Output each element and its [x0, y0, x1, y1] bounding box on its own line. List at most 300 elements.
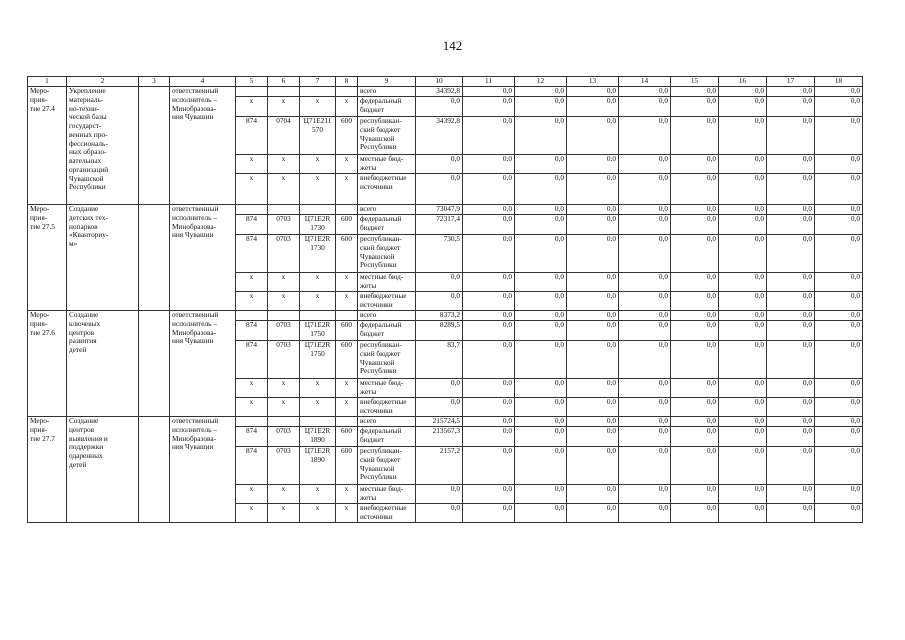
- event-name: Укрепление материаль- но-техни- ческой базы государст- венных про- фессиональ- ных образо- вательных организаций Чувашской Республики: [67, 87, 139, 205]
- year-amount-cell: 0,0: [815, 398, 863, 417]
- grbs-cell: x: [236, 97, 268, 117]
- year-amount-cell: 0,0: [767, 235, 815, 273]
- grbs-cell: [236, 417, 268, 427]
- year-amount-cell: 0,0: [567, 504, 619, 523]
- amount-cell: 34392,8: [416, 87, 463, 97]
- year-amount-cell: 0,0: [515, 235, 567, 273]
- target-article-cell: x: [300, 504, 336, 523]
- section-cell: 0703: [268, 235, 300, 273]
- year-amount-cell: 0,0: [767, 215, 815, 235]
- year-amount-cell: 0,0: [671, 321, 719, 341]
- year-amount-cell: 0,0: [671, 379, 719, 398]
- year-amount-cell: 0,0: [515, 485, 567, 504]
- year-amount-cell: 0,0: [767, 292, 815, 311]
- column-number: 14: [619, 77, 671, 87]
- expense-type-cell: x: [336, 504, 358, 523]
- event-code: Меро- прия- тие 27.4: [28, 87, 67, 205]
- year-amount-cell: 0,0: [719, 174, 767, 205]
- column-number: 16: [719, 77, 767, 87]
- budget-table: [27, 76, 863, 523]
- target-article-cell: x: [300, 379, 336, 398]
- event-name: Создание ключевых центров развития детей: [67, 311, 139, 417]
- year-amount-cell: 0,0: [463, 321, 515, 341]
- funding-source-cell: всего: [358, 87, 416, 97]
- year-amount-cell: 0,0: [767, 447, 815, 485]
- year-amount-cell: 0,0: [619, 273, 671, 292]
- expense-type-cell: 600: [336, 215, 358, 235]
- year-amount-cell: 0,0: [719, 379, 767, 398]
- grbs-cell: 874: [236, 321, 268, 341]
- year-amount-cell: 0,0: [671, 155, 719, 174]
- year-amount-cell: 0,0: [567, 417, 619, 427]
- grbs-cell: x: [236, 174, 268, 205]
- amount-cell: 34392,8: [416, 117, 463, 155]
- year-amount-cell: 0,0: [671, 427, 719, 447]
- event-name: Создание детских тех- нопарков «Кванториу- м»: [67, 205, 139, 311]
- funding-source-cell: федеральный бюджет: [358, 97, 416, 117]
- target-article-cell: Ц71Е2R 1750: [300, 321, 336, 341]
- amount-cell: 8373,2: [416, 311, 463, 321]
- year-amount-cell: 0,0: [815, 235, 863, 273]
- year-amount-cell: 0,0: [815, 117, 863, 155]
- section-cell: 0703: [268, 341, 300, 379]
- section-cell: x: [268, 398, 300, 417]
- year-amount-cell: 0,0: [719, 205, 767, 215]
- expense-type-cell: [336, 87, 358, 97]
- year-amount-cell: 0,0: [671, 117, 719, 155]
- expense-type-cell: 600: [336, 341, 358, 379]
- target-article-cell: [300, 205, 336, 215]
- amount-cell: 0,0: [416, 379, 463, 398]
- column-number: 18: [815, 77, 863, 87]
- column-number: 7: [300, 77, 336, 87]
- grbs-cell: 874: [236, 215, 268, 235]
- year-amount-cell: 0,0: [567, 215, 619, 235]
- funding-source-cell: всего: [358, 311, 416, 321]
- grbs-cell: [236, 87, 268, 97]
- year-amount-cell: 0,0: [719, 398, 767, 417]
- grbs-cell: 874: [236, 427, 268, 447]
- column-number: 3: [139, 77, 170, 87]
- amount-cell: 213567,3: [416, 427, 463, 447]
- section-cell: 0703: [268, 447, 300, 485]
- amount-cell: 2157,2: [416, 447, 463, 485]
- year-amount-cell: 0,0: [671, 292, 719, 311]
- target-article-cell: Ц71Е2R 1730: [300, 235, 336, 273]
- amount-cell: 0,0: [416, 504, 463, 523]
- year-amount-cell: 0,0: [515, 417, 567, 427]
- section-cell: x: [268, 379, 300, 398]
- year-amount-cell: 0,0: [719, 341, 767, 379]
- year-amount-cell: 0,0: [619, 155, 671, 174]
- year-amount-cell: 0,0: [463, 379, 515, 398]
- grbs-cell: 874: [236, 341, 268, 379]
- funding-source-cell: федеральный бюджет: [358, 321, 416, 341]
- year-amount-cell: 0,0: [671, 447, 719, 485]
- year-amount-cell: 0,0: [515, 427, 567, 447]
- column-number: 9: [358, 77, 416, 87]
- year-amount-cell: 0,0: [515, 379, 567, 398]
- year-amount-cell: 0,0: [671, 215, 719, 235]
- table-row: [28, 311, 863, 321]
- year-amount-cell: 0,0: [619, 398, 671, 417]
- year-amount-cell: 0,0: [815, 155, 863, 174]
- grbs-cell: x: [236, 485, 268, 504]
- expense-type-cell: 600: [336, 447, 358, 485]
- target-article-cell: Ц71Е2R 1890: [300, 447, 336, 485]
- expense-type-cell: x: [336, 398, 358, 417]
- year-amount-cell: 0,0: [815, 485, 863, 504]
- column-number: 10: [416, 77, 463, 87]
- year-amount-cell: 0,0: [567, 379, 619, 398]
- year-amount-cell: 0,0: [815, 174, 863, 205]
- event-executor: ответственный исполнитель – Минобразова- ния Чувашии: [170, 311, 236, 417]
- year-amount-cell: 0,0: [719, 447, 767, 485]
- amount-cell: 0,0: [416, 485, 463, 504]
- year-amount-cell: 0,0: [463, 427, 515, 447]
- target-article-cell: Ц71Е2R 1750: [300, 341, 336, 379]
- year-amount-cell: 0,0: [767, 504, 815, 523]
- expense-type-cell: x: [336, 379, 358, 398]
- year-amount-cell: 0,0: [619, 321, 671, 341]
- page-number: 142: [442, 38, 463, 53]
- amount-cell: 730,5: [416, 235, 463, 273]
- year-amount-cell: 0,0: [815, 341, 863, 379]
- year-amount-cell: 0,0: [463, 504, 515, 523]
- year-amount-cell: 0,0: [767, 379, 815, 398]
- amount-cell: 0,0: [416, 292, 463, 311]
- target-article-cell: x: [300, 97, 336, 117]
- target-article-cell: [300, 311, 336, 321]
- section-cell: [268, 417, 300, 427]
- year-amount-cell: 0,0: [515, 321, 567, 341]
- year-amount-cell: 0,0: [767, 87, 815, 97]
- funding-source-cell: местные бюд- жеты: [358, 379, 416, 398]
- year-amount-cell: 0,0: [515, 341, 567, 379]
- section-cell: x: [268, 292, 300, 311]
- funding-source-cell: всего: [358, 205, 416, 215]
- funding-source-cell: внебюджетные источники: [358, 398, 416, 417]
- year-amount-cell: 0,0: [815, 292, 863, 311]
- column-number: 2: [67, 77, 139, 87]
- target-article-cell: [300, 417, 336, 427]
- year-amount-cell: 0,0: [515, 155, 567, 174]
- funding-source-cell: всего: [358, 417, 416, 427]
- year-amount-cell: 0,0: [719, 321, 767, 341]
- year-amount-cell: 0,0: [671, 97, 719, 117]
- funding-source-cell: федеральный бюджет: [358, 427, 416, 447]
- year-amount-cell: 0,0: [671, 398, 719, 417]
- year-amount-cell: 0,0: [767, 311, 815, 321]
- year-amount-cell: 0,0: [815, 417, 863, 427]
- year-amount-cell: 0,0: [815, 97, 863, 117]
- year-amount-cell: 0,0: [515, 87, 567, 97]
- year-amount-cell: 0,0: [619, 97, 671, 117]
- year-amount-cell: 0,0: [463, 417, 515, 427]
- target-article-cell: x: [300, 174, 336, 205]
- year-amount-cell: 0,0: [619, 504, 671, 523]
- section-cell: x: [268, 273, 300, 292]
- year-amount-cell: 0,0: [815, 427, 863, 447]
- year-amount-cell: 0,0: [671, 504, 719, 523]
- column-number: 5: [236, 77, 268, 87]
- year-amount-cell: 0,0: [767, 155, 815, 174]
- year-amount-cell: 0,0: [767, 273, 815, 292]
- year-amount-cell: 0,0: [463, 235, 515, 273]
- year-amount-cell: 0,0: [515, 117, 567, 155]
- year-amount-cell: 0,0: [719, 292, 767, 311]
- year-amount-cell: 0,0: [719, 235, 767, 273]
- year-amount-cell: 0,0: [671, 273, 719, 292]
- year-amount-cell: 0,0: [567, 321, 619, 341]
- grbs-cell: [236, 205, 268, 215]
- year-amount-cell: 0,0: [671, 87, 719, 97]
- year-amount-cell: 0,0: [567, 398, 619, 417]
- year-amount-cell: 0,0: [815, 379, 863, 398]
- section-cell: 0703: [268, 427, 300, 447]
- grbs-cell: 874: [236, 235, 268, 273]
- year-amount-cell: 0,0: [767, 417, 815, 427]
- year-amount-cell: 0,0: [515, 447, 567, 485]
- event-code: Меро- прия- тие 27.6: [28, 311, 67, 417]
- grbs-cell: 874: [236, 117, 268, 155]
- year-amount-cell: 0,0: [619, 447, 671, 485]
- grbs-cell: x: [236, 379, 268, 398]
- event-name: Создание центров выявления и поддержки одаренных детей: [67, 417, 139, 523]
- year-amount-cell: 0,0: [619, 174, 671, 205]
- column-number: 8: [336, 77, 358, 87]
- expense-type-cell: 600: [336, 117, 358, 155]
- section-cell: x: [268, 485, 300, 504]
- year-amount-cell: 0,0: [671, 235, 719, 273]
- section-cell: [268, 311, 300, 321]
- year-amount-cell: 0,0: [767, 485, 815, 504]
- year-amount-cell: 0,0: [567, 341, 619, 379]
- year-amount-cell: 0,0: [567, 174, 619, 205]
- amount-cell: 83,7: [416, 341, 463, 379]
- column-number: 13: [567, 77, 619, 87]
- grbs-cell: 874: [236, 447, 268, 485]
- year-amount-cell: 0,0: [719, 97, 767, 117]
- year-amount-cell: 0,0: [515, 205, 567, 215]
- year-amount-cell: 0,0: [815, 215, 863, 235]
- year-amount-cell: 0,0: [719, 427, 767, 447]
- year-amount-cell: 0,0: [567, 97, 619, 117]
- funding-source-cell: республикан- ский бюджет Чувашской Республики: [358, 341, 416, 379]
- section-cell: x: [268, 155, 300, 174]
- funding-source-cell: республикан- ский бюджет Чувашской Республики: [358, 117, 416, 155]
- year-amount-cell: 0,0: [515, 273, 567, 292]
- year-amount-cell: 0,0: [567, 292, 619, 311]
- year-amount-cell: 0,0: [515, 398, 567, 417]
- grbs-cell: x: [236, 398, 268, 417]
- year-amount-cell: 0,0: [619, 341, 671, 379]
- section-cell: 0703: [268, 321, 300, 341]
- year-amount-cell: 0,0: [463, 174, 515, 205]
- year-amount-cell: 0,0: [619, 215, 671, 235]
- event-executor: ответственный исполнитель – Минобразова- ния Чувашии: [170, 205, 236, 311]
- funding-source-cell: местные бюд- жеты: [358, 485, 416, 504]
- funding-source-cell: местные бюд- жеты: [358, 273, 416, 292]
- expense-type-cell: 600: [336, 321, 358, 341]
- expense-type-cell: [336, 311, 358, 321]
- funding-source-cell: республикан- ский бюджет Чувашской Республики: [358, 235, 416, 273]
- year-amount-cell: 0,0: [567, 205, 619, 215]
- col3-cell: [139, 417, 170, 523]
- funding-source-cell: внебюджетные источники: [358, 174, 416, 205]
- column-number: 4: [170, 77, 236, 87]
- event-code: Меро- прия- тие 27.7: [28, 417, 67, 523]
- year-amount-cell: 0,0: [463, 447, 515, 485]
- year-amount-cell: 0,0: [463, 117, 515, 155]
- year-amount-cell: 0,0: [567, 427, 619, 447]
- year-amount-cell: 0,0: [619, 117, 671, 155]
- funding-source-cell: федеральный бюджет: [358, 215, 416, 235]
- col3-cell: [139, 311, 170, 417]
- year-amount-cell: 0,0: [767, 117, 815, 155]
- funding-source-cell: внебюджетные источники: [358, 504, 416, 523]
- year-amount-cell: 0,0: [567, 155, 619, 174]
- expense-type-cell: x: [336, 174, 358, 205]
- column-number: 11: [463, 77, 515, 87]
- year-amount-cell: 0,0: [719, 311, 767, 321]
- year-amount-cell: 0,0: [815, 504, 863, 523]
- table-row: [28, 417, 863, 427]
- year-amount-cell: 0,0: [567, 87, 619, 97]
- year-amount-cell: 0,0: [567, 311, 619, 321]
- year-amount-cell: 0,0: [463, 341, 515, 379]
- year-amount-cell: 0,0: [815, 311, 863, 321]
- funding-source-cell: местные бюд- жеты: [358, 155, 416, 174]
- year-amount-cell: 0,0: [671, 341, 719, 379]
- year-amount-cell: 0,0: [567, 447, 619, 485]
- year-amount-cell: 0,0: [767, 341, 815, 379]
- year-amount-cell: 0,0: [671, 205, 719, 215]
- section-cell: 0703: [268, 215, 300, 235]
- year-amount-cell: 0,0: [463, 97, 515, 117]
- section-cell: x: [268, 97, 300, 117]
- year-amount-cell: 0,0: [619, 417, 671, 427]
- funding-source-cell: внебюджетные источники: [358, 292, 416, 311]
- year-amount-cell: 0,0: [671, 311, 719, 321]
- expense-type-cell: [336, 205, 358, 215]
- amount-cell: 0,0: [416, 155, 463, 174]
- target-article-cell: x: [300, 292, 336, 311]
- expense-type-cell: x: [336, 292, 358, 311]
- year-amount-cell: 0,0: [719, 485, 767, 504]
- year-amount-cell: 0,0: [619, 205, 671, 215]
- column-number: 15: [671, 77, 719, 87]
- year-amount-cell: 0,0: [567, 485, 619, 504]
- col3-cell: [139, 87, 170, 205]
- target-article-cell: Ц71Е2R 1890: [300, 427, 336, 447]
- year-amount-cell: 0,0: [767, 321, 815, 341]
- col3-cell: [139, 205, 170, 311]
- target-article-cell: x: [300, 485, 336, 504]
- year-amount-cell: 0,0: [515, 504, 567, 523]
- year-amount-cell: 0,0: [619, 379, 671, 398]
- year-amount-cell: 0,0: [463, 273, 515, 292]
- year-amount-cell: 0,0: [463, 215, 515, 235]
- column-number: 6: [268, 77, 300, 87]
- section-cell: x: [268, 504, 300, 523]
- year-amount-cell: 0,0: [671, 417, 719, 427]
- year-amount-cell: 0,0: [815, 321, 863, 341]
- table-row: [28, 205, 863, 215]
- amount-cell: 0,0: [416, 97, 463, 117]
- expense-type-cell: [336, 417, 358, 427]
- amount-cell: 8289,5: [416, 321, 463, 341]
- year-amount-cell: 0,0: [463, 311, 515, 321]
- section-cell: [268, 87, 300, 97]
- year-amount-cell: 0,0: [671, 485, 719, 504]
- expense-type-cell: x: [336, 97, 358, 117]
- grbs-cell: x: [236, 292, 268, 311]
- column-number-row: [28, 77, 863, 87]
- year-amount-cell: 0,0: [815, 87, 863, 97]
- column-number: 12: [515, 77, 567, 87]
- target-article-cell: x: [300, 155, 336, 174]
- year-amount-cell: 0,0: [619, 485, 671, 504]
- year-amount-cell: 0,0: [567, 235, 619, 273]
- year-amount-cell: 0,0: [719, 504, 767, 523]
- column-number: 1: [28, 77, 67, 87]
- year-amount-cell: 0,0: [463, 205, 515, 215]
- year-amount-cell: 0,0: [463, 87, 515, 97]
- amount-cell: 215724,5: [416, 417, 463, 427]
- target-article-cell: Ц71Е2R 1730: [300, 215, 336, 235]
- target-article-cell: x: [300, 398, 336, 417]
- year-amount-cell: 0,0: [719, 215, 767, 235]
- year-amount-cell: 0,0: [815, 447, 863, 485]
- grbs-cell: [236, 311, 268, 321]
- section-cell: [268, 205, 300, 215]
- year-amount-cell: 0,0: [515, 97, 567, 117]
- amount-cell: 0,0: [416, 273, 463, 292]
- year-amount-cell: 0,0: [463, 398, 515, 417]
- year-amount-cell: 0,0: [767, 427, 815, 447]
- expense-type-cell: 600: [336, 427, 358, 447]
- event-executor: ответственный исполнитель – Минобразова- ния Чувашии: [170, 417, 236, 523]
- funding-source-cell: республикан- ский бюджет Чувашской Республики: [358, 447, 416, 485]
- event-code: Меро- прия- тие 27.5: [28, 205, 67, 311]
- year-amount-cell: 0,0: [767, 205, 815, 215]
- year-amount-cell: 0,0: [463, 292, 515, 311]
- event-executor: ответственный исполнитель – Минобразова- ния Чувашии: [170, 87, 236, 205]
- year-amount-cell: 0,0: [719, 273, 767, 292]
- year-amount-cell: 0,0: [619, 87, 671, 97]
- target-article-cell: x: [300, 273, 336, 292]
- amount-cell: 73047,9: [416, 205, 463, 215]
- grbs-cell: x: [236, 273, 268, 292]
- year-amount-cell: 0,0: [719, 87, 767, 97]
- year-amount-cell: 0,0: [619, 235, 671, 273]
- year-amount-cell: 0,0: [515, 292, 567, 311]
- year-amount-cell: 0,0: [619, 427, 671, 447]
- amount-cell: 0,0: [416, 174, 463, 205]
- year-amount-cell: 0,0: [567, 117, 619, 155]
- table-row: [28, 87, 863, 97]
- amount-cell: 72317,4: [416, 215, 463, 235]
- year-amount-cell: 0,0: [719, 417, 767, 427]
- column-number: 17: [767, 77, 815, 87]
- year-amount-cell: 0,0: [671, 174, 719, 205]
- year-amount-cell: 0,0: [463, 155, 515, 174]
- table-body: [28, 87, 863, 523]
- year-amount-cell: 0,0: [767, 97, 815, 117]
- amount-cell: 0,0: [416, 398, 463, 417]
- year-amount-cell: 0,0: [515, 174, 567, 205]
